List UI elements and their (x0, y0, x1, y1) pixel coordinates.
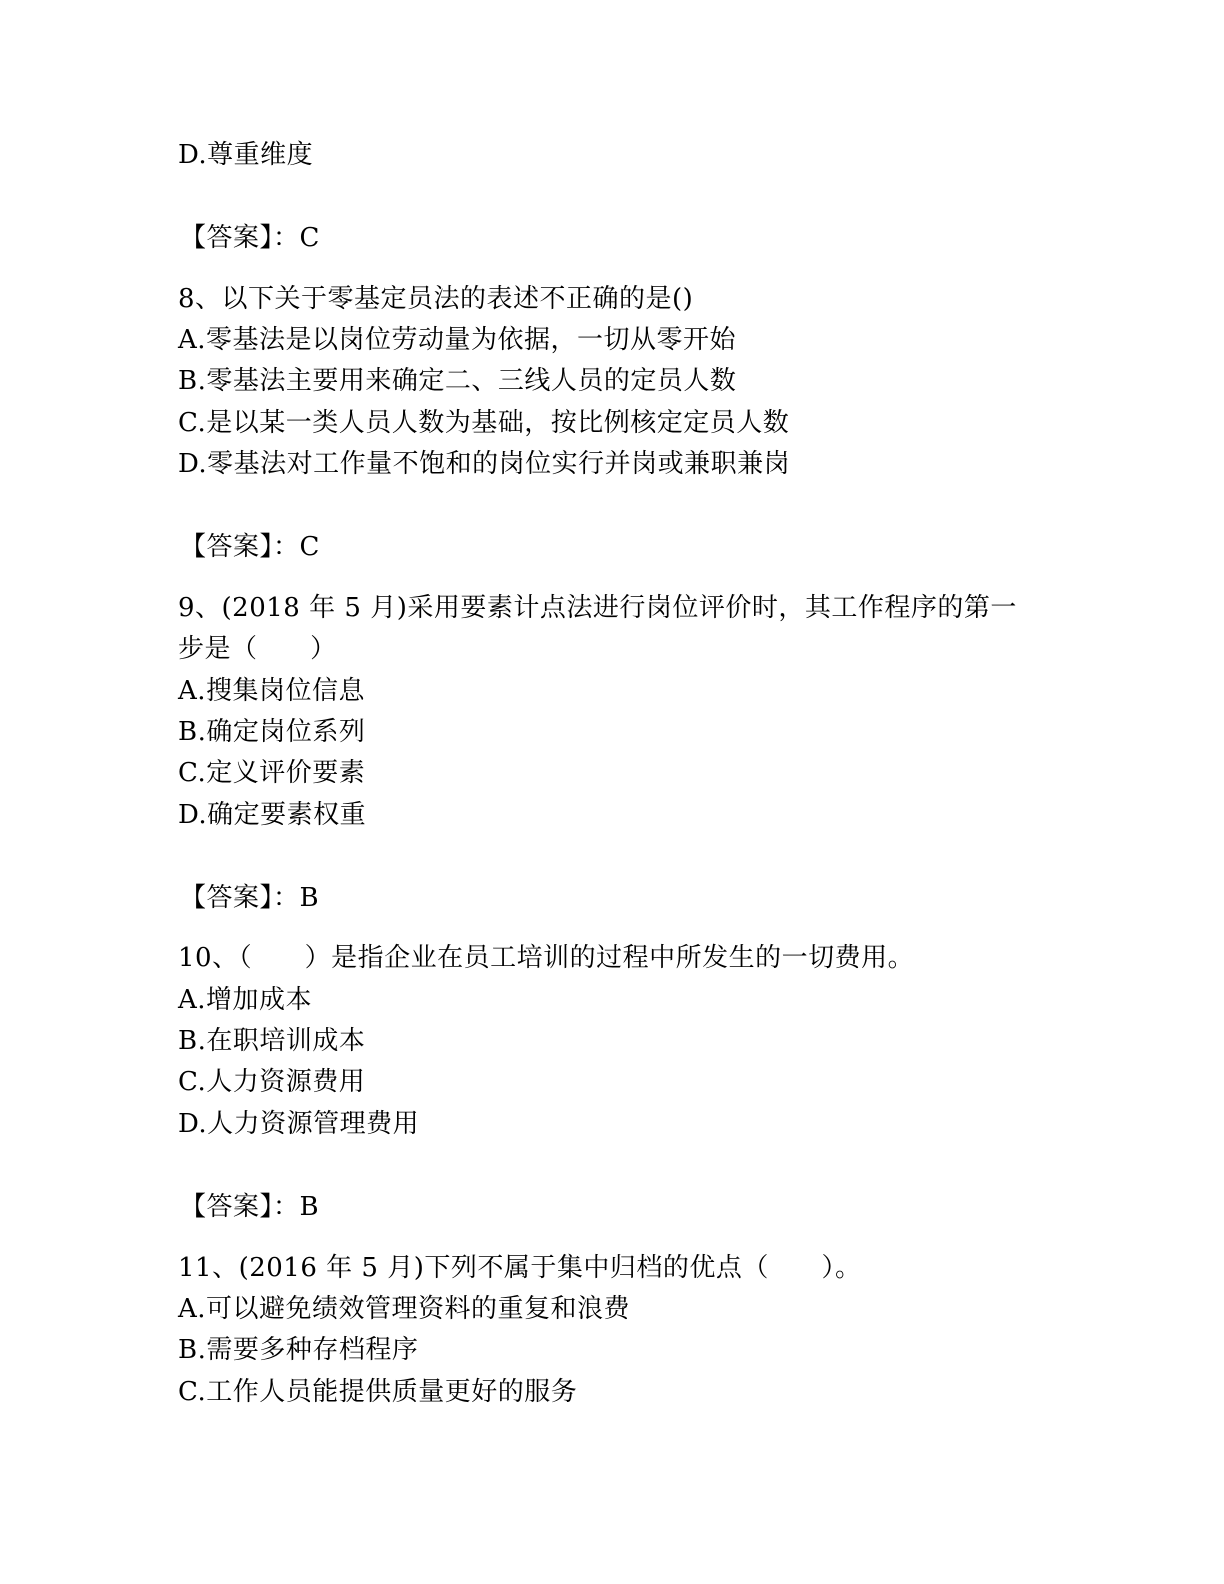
q10-answer: 【答案】：B (180, 1192, 320, 1222)
q9-option-b: B.确定岗位系列 (178, 717, 366, 747)
q11-stem: 11、(2016 年 5 月)下列不属于集中归档的优点（ ）。 (178, 1253, 862, 1283)
q7-option-d: D.尊重维度 (178, 140, 314, 170)
q9-stem-line2: 步是（ ） (178, 634, 337, 664)
q8-option-a: A.零基法是以岗位劳动量为依据，一切从零开始 (178, 325, 737, 355)
q9-option-c: C.定义评价要素 (178, 758, 366, 788)
q11-option-c: C.工作人员能提供质量更好的服务 (178, 1377, 578, 1407)
q8-option-c: C.是以某一类人员人数为基础，按比例核定定员人数 (178, 408, 790, 438)
q9-stem-line1: 9、(2018 年 5 月)采用要素计点法进行岗位评价时，其工作程序的第一 (178, 593, 1017, 623)
q11-option-a: A.可以避免绩效管理资料的重复和浪费 (178, 1294, 631, 1324)
q7-answer: 【答案】：C (180, 223, 320, 253)
q10-option-b: B.在职培训成本 (178, 1026, 366, 1056)
q8-answer: 【答案】：C (180, 532, 320, 562)
q10-option-c: C.人力资源费用 (178, 1067, 366, 1097)
q10-stem: 10、（ ）是指企业在员工培训的过程中所发生的一切费用。 (178, 943, 915, 973)
q8-stem: 8、以下关于零基定员法的表述不正确的是() (178, 284, 694, 314)
q8-option-d: D.零基法对工作量不饱和的岗位实行并岗或兼职兼岗 (178, 449, 791, 479)
q10-option-d: D.人力资源管理费用 (178, 1109, 420, 1139)
q11-option-b: B.需要多种存档程序 (178, 1335, 419, 1365)
q9-option-d: D.确定要素权重 (178, 800, 367, 830)
q8-option-b: B.零基法主要用来确定二、三线人员的定员人数 (178, 366, 737, 396)
q9-option-a: A.搜集岗位信息 (178, 676, 366, 706)
q9-answer: 【答案】：B (180, 883, 320, 913)
q10-option-a: A.增加成本 (178, 985, 313, 1015)
